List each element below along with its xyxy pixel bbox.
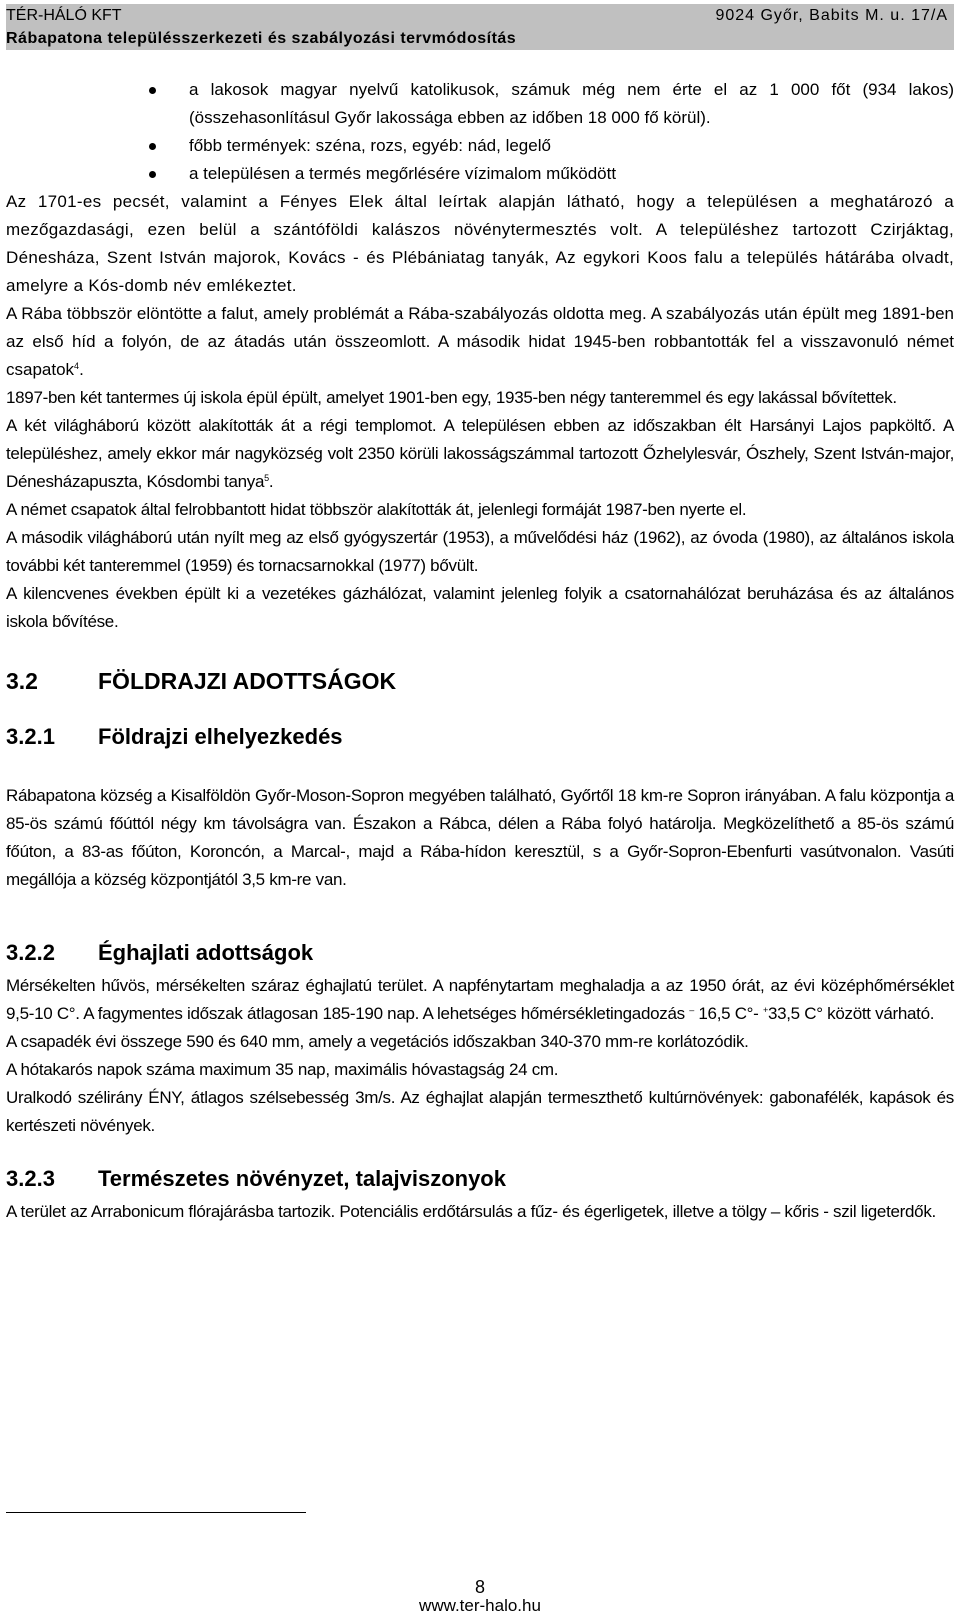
paragraph: A terület az Arrabonicum flórajárásba tartozik. Potenciális erdőtársulás a fűz- és égerligetek, illetve a tölgy – kőris - szil ligeterdők. <box>6 1202 936 1221</box>
footnote-divider <box>6 1512 306 1513</box>
paragraph: A hótakarós napok száma maximum 35 nap, maximális hóvastagság 24 cm. <box>6 1060 559 1079</box>
paragraph: A csapadék évi összege 590 és 640 mm, amely a vegetációs időszakban 340-370 mm-re korlátozódik. <box>6 1032 749 1051</box>
header-line-project <box>6 27 954 50</box>
section-heading: 3.2 FÖLDRAJZI ADOTTSÁGOK <box>6 668 397 694</box>
subsection-heading: 3.2.1 Földrajzi elhelyezkedés <box>6 724 343 749</box>
history-bullet-list <box>6 76 954 188</box>
company-name: TÉR-HÁLÓ KFT <box>6 7 122 24</box>
bullet-icon <box>149 87 156 94</box>
paragraph: A német csapatok által felrobbantott hidat többször alakították át, jelenlegi formáját 1987-ben nyerte el. <box>6 500 747 519</box>
list-item: főbb termények: széna, rozs, egyéb: nád, legelő <box>6 132 954 160</box>
page-header <box>6 4 954 50</box>
document-body <box>6 76 954 1226</box>
header-line-company <box>6 4 954 27</box>
list-item: a lakosok magyar nyelvű katolikusok, számuk még nem érte el az 1 000 főt (934 lakos) (összehasonlításul Győr lakossága ebben az időben 18 000 fő körül). <box>6 76 954 132</box>
paragraph: A két világháború között alakították át a régi templomot. A településen ebben az időszakban élt Harsányi Lajos papköltő. A településhez, amely ekkor már nagyközség volt 2350 körüli lakosságszámmal tartozott Őzhelylesvár, Ószhely, Szent István-major, Dénesházapuszta, Kósdombi tanya$^5$. <box>6 416 954 491</box>
bullet-icon <box>149 171 156 178</box>
paragraph: Uralkodó szélirány ÉNY, átlagos szélsebesség 3m/s. Az éghajlat alapján termeszthető kultúrnövények: gabonafélék, kapások és kertészeti növények. <box>6 1088 954 1135</box>
subsection-heading: 3.2.3 Természetes növényzet, talajviszonyok <box>6 1166 506 1191</box>
website-link[interactable]: www.ter-halo.hu <box>419 1596 541 1615</box>
paragraph: Az 1701-es pecsét, valamint a Fényes Elek által leírtak alapján látható, hogy a településen a meghatározó a mezőgazdasági, ezen belül a szántóföldi kalászos növénytermesztés volt. A településhez tartozott Czirjáktag, Dénesháza, Szent István majorok, Kovács - és Plébániatag tanyák, Az egykori Koos falu a település hátárába olvadt, amelyre a Kós-domb név emlékeztet. <box>6 192 954 295</box>
page-number: 8 <box>474 1577 485 1597</box>
paragraph: 1897-ben két tantermes új iskola épül épült, amelyet 1901-ben egy, 1935-ben négy tanteremmel és egy lakással bővítettek. <box>6 388 897 407</box>
paragraph: A Rába többször elöntötte a falut, amely problémát a Rába-szabályozás oldotta meg. A szabályozás után épült meg 1891-ben az első híd a folyón, de az átadás után összeomlott. A második hidat 1945-ben robbantották fel a visszavonuló német csapatok$^4$. <box>6 304 954 379</box>
list-item: a településen a termés megőrlésére vízimalom működött <box>6 160 954 188</box>
paragraph: A kilencvenes években épült ki a vezetékes gázhálózat, valamint jelenleg folyik a csatornahálózat beruházása és az általános iskola bővítése. <box>6 584 954 631</box>
paragraph: A második világháború után nyílt meg az első gyógyszertár (1953), a művelődési ház (1962), az óvoda (1980), az általános iskola további két tanteremmel (1959) és tornacsarnokkal (1977) bővült. <box>6 528 954 575</box>
footnote-ref: 5 <box>264 473 269 483</box>
project-title: Rábapatona településszerkezeti és szabályozási tervmódosítás <box>6 30 517 47</box>
footnote-ref: 4 <box>74 361 80 371</box>
subsection-heading: 3.2.2 Éghajlati adottságok <box>6 940 314 965</box>
bullet-icon <box>149 143 156 150</box>
paragraph: Rábapatona község a Kisalföldön Győr-Moson-Sopron megyében található, Győrtől 18 km-re Sopron irányában. A falu központja a 85-ös számú főúttól négy km távolságra van. Északon a Rábca, délen a Rába folyó határolja. Megközelíthető a 85-ös számú főúton, a 83-as főúton, Koroncón, a Marcal-, majd a Rába-hídon keresztül, s a Győr-Sopron-Ebenfurti vasútvonalon. Vasúti megállója a község központjától 3,5 km-re van. <box>6 786 954 889</box>
paragraph: Mérsékelten hűvös, mérsékelten száraz éghajlatú terület. A napfénytartam meghaladja a az 1950 órát, az évi középhőmérséklet 9,5-10 C°. A fagymentes időszak átlagosan 185-190 nap. A lehetséges hőmérsékletingadozás – 16,5 C°- +33,5 C° között várható. <box>6 976 954 1023</box>
company-address: 9024 Győr, Babits M. u. 17/A <box>715 7 948 24</box>
